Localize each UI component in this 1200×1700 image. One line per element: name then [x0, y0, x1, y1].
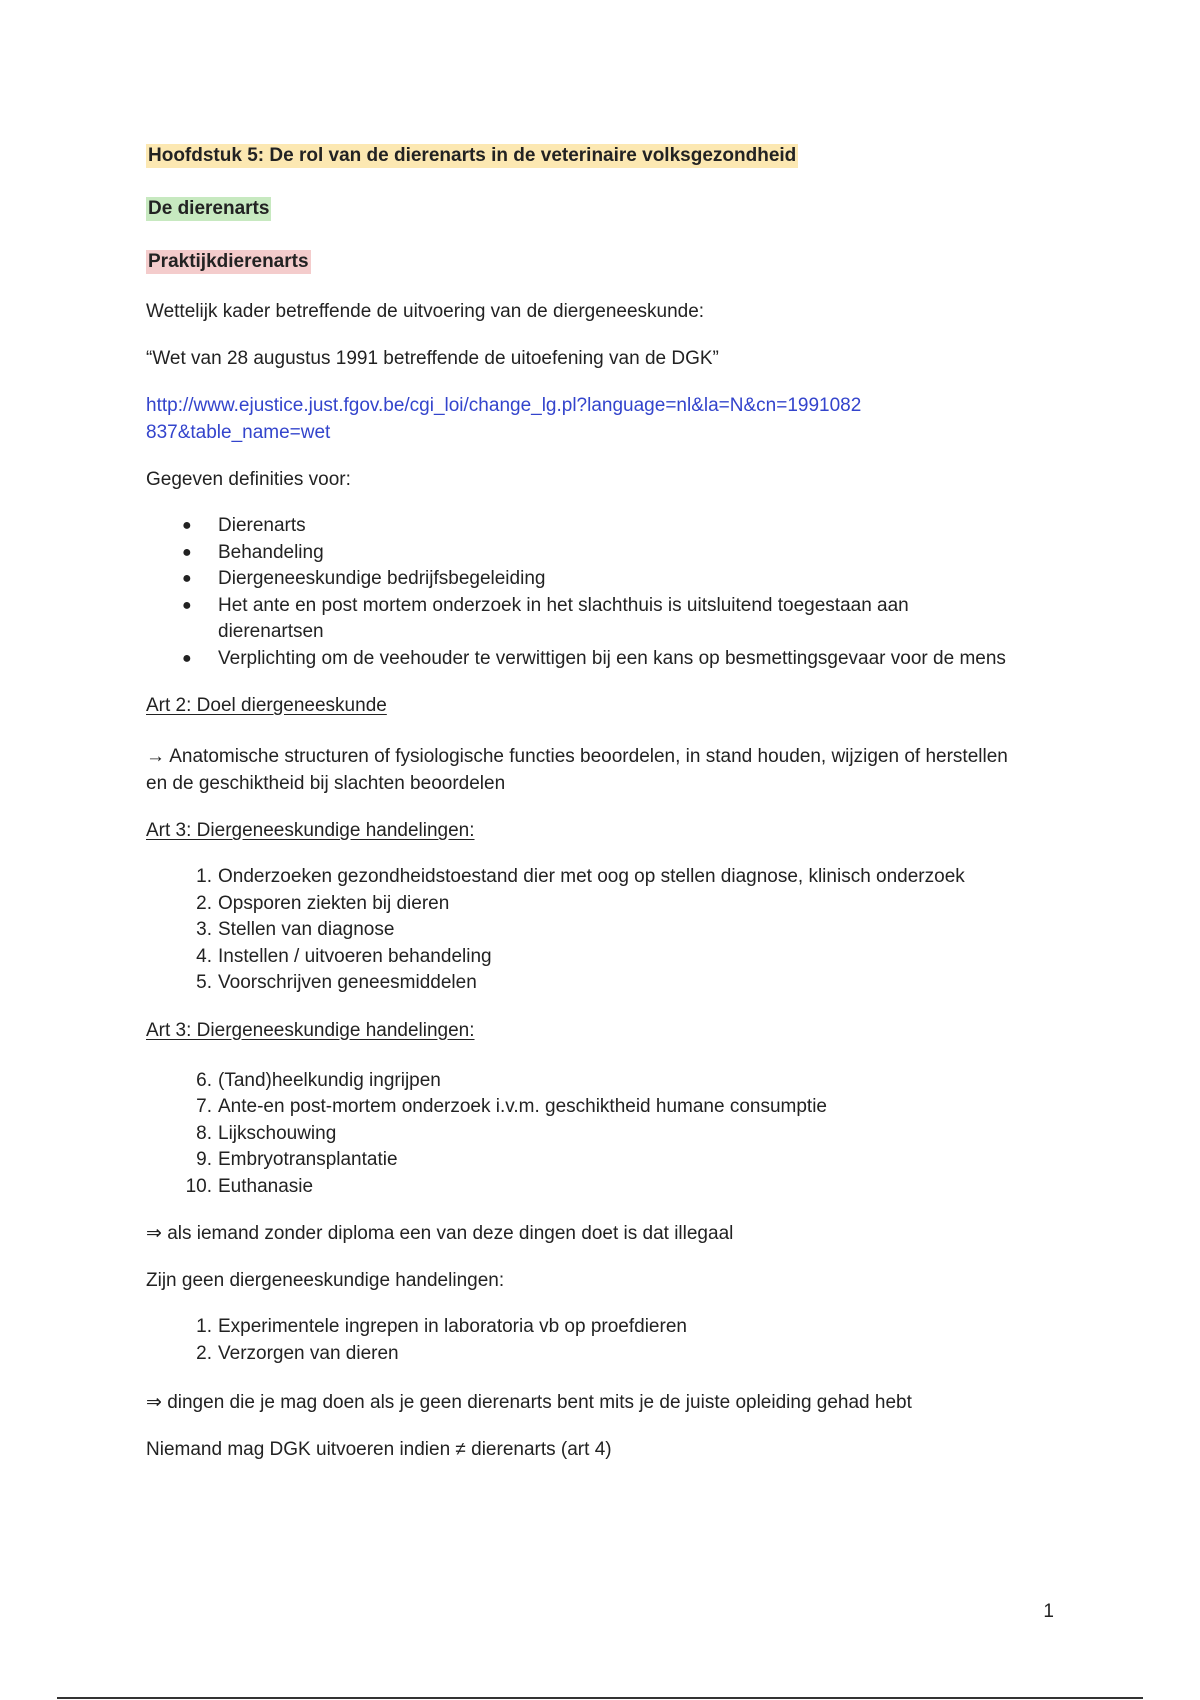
bullet-marker: ● [182, 649, 192, 667]
not-acts-list [146, 1314, 1076, 1367]
list-item [146, 1174, 1076, 1201]
list-item-text: Behandeling [218, 541, 324, 563]
list-item-text: Diergeneeskundige bedrijfsbegeleiding [218, 568, 546, 589]
list-item-text: Embryotransplantatie [218, 1149, 398, 1170]
list-item-text: Lijkschouwing [218, 1122, 337, 1144]
allowed-note: ⇒ dingen die je mag doen als je geen dierenarts bent mits je de juiste opleiding gehad hebt [146, 1392, 912, 1413]
list-number: 3. [196, 919, 212, 940]
list-item-text: Opsporen ziekten bij dieren [218, 892, 450, 914]
definitions-list [146, 513, 1076, 672]
list-number: 2. [196, 1342, 212, 1364]
bullet-marker: ● [182, 596, 192, 614]
list-item-text: Voorschrijven geneesmiddelen [218, 972, 477, 993]
definitions-intro: Gegeven definities voor: [146, 469, 351, 490]
list-item-text: Het ante en post mortem onderzoek in het slachthuis is uitsluitend toegestaan aan dierenartsen [218, 594, 909, 642]
list-item [146, 593, 1076, 646]
page-number: 1 [1043, 1601, 1054, 1622]
bullet-marker: ● [182, 570, 192, 587]
list-item [146, 540, 1076, 567]
list-item [146, 1341, 1076, 1368]
subsection-title: Praktijkdierenarts [148, 251, 309, 272]
list-number: 2. [196, 892, 212, 914]
list-number: 5. [196, 972, 212, 993]
art2-title: Art 2: Doel diergeneeskunde [146, 695, 387, 716]
list-item [146, 917, 1076, 944]
intro-text: Wettelijk kader betreffende de uitvoering van de diergeneeskunde: [146, 301, 705, 322]
bullet-marker: ● [182, 543, 192, 561]
list-number: 10. [185, 1175, 212, 1197]
law-link-line-2[interactable]: 837&table_name=wet [146, 422, 331, 443]
list-item-text: Ante-en post-mortem onderzoek i.v.m. geschiktheid humane consumptie [218, 1096, 828, 1117]
chapter-title: Hoofdstuk 5: De rol van de dierenarts in de veterinaire volksgezondheid [148, 145, 797, 166]
list-item-text: Onderzoeken gezondheidstoestand dier met oog op stellen diagnose, klinisch onderzoek [218, 866, 965, 887]
list-item-text: (Tand)heelkundig ingrijpen [218, 1069, 441, 1091]
list-number: 4. [196, 945, 212, 967]
list-number: 9. [196, 1149, 212, 1170]
list-item [146, 513, 1076, 540]
law-link[interactable] [146, 392, 1076, 446]
document-body [146, 143, 1076, 1463]
list-item [146, 864, 1076, 891]
art3-list-a [146, 864, 1076, 997]
list-item-text: Verplichting om de veehouder te verwittigen bij een kans op besmettingsgevaar voor de mens [218, 647, 1006, 669]
list-item-text: Euthanasie [218, 1175, 314, 1197]
list-item [146, 646, 1076, 673]
list-item-text: Experimentele ingrepen in laboratoria vb op proefdieren [218, 1316, 687, 1337]
art3-title-a: Art 3: Diergeneeskundige handelingen: [146, 820, 475, 841]
law-quote: “Wet van 28 augustus 1991 betreffende de uitoefening van de DGK” [146, 348, 719, 369]
list-item [146, 566, 1076, 593]
list-item [146, 1147, 1076, 1174]
list-item-text: Instellen / uitvoeren behandeling [218, 945, 492, 967]
list-number: 7. [196, 1096, 212, 1117]
list-item [146, 944, 1076, 971]
list-item [146, 1068, 1076, 1095]
list-item-text: Dierenarts [218, 515, 306, 536]
list-item [146, 1314, 1076, 1341]
page-divider [57, 1697, 1143, 1699]
law-link-line-1[interactable]: http://www.ejustice.just.fgov.be/cgi_loi/change_lg.pl?language=nl&la=N&cn=1991082 [146, 395, 862, 416]
list-item [146, 1094, 1076, 1121]
list-item [146, 970, 1076, 997]
final-note: Niemand mag DGK uitvoeren indien ≠ dierenarts (art 4) [146, 1439, 612, 1460]
not-acts-intro: Zijn geen diergeneeskundige handelingen: [146, 1270, 505, 1291]
list-number: 6. [196, 1069, 212, 1091]
list-item-text: Verzorgen van dieren [218, 1342, 399, 1364]
list-item [146, 1121, 1076, 1148]
list-number: 1. [196, 866, 212, 887]
art3-title-b: Art 3: Diergeneeskundige handelingen: [146, 1019, 475, 1041]
list-number: 1. [196, 1316, 212, 1337]
list-item-text: Stellen van diagnose [218, 919, 395, 940]
section-title: De dierenarts [148, 198, 270, 219]
illegal-note: ⇒ als iemand zonder diploma een van deze dingen doet is dat illegaal [146, 1223, 734, 1244]
bullet-marker: ● [182, 517, 192, 534]
art2-text: → Anatomische structuren of fysiologische functies beoordelen, in stand houden, wijzigen of herstellen en de geschiktheid bij slachten beoordelen [146, 746, 1008, 794]
list-item [146, 891, 1076, 918]
art3-list-b [146, 1068, 1076, 1201]
list-number: 8. [196, 1122, 212, 1144]
